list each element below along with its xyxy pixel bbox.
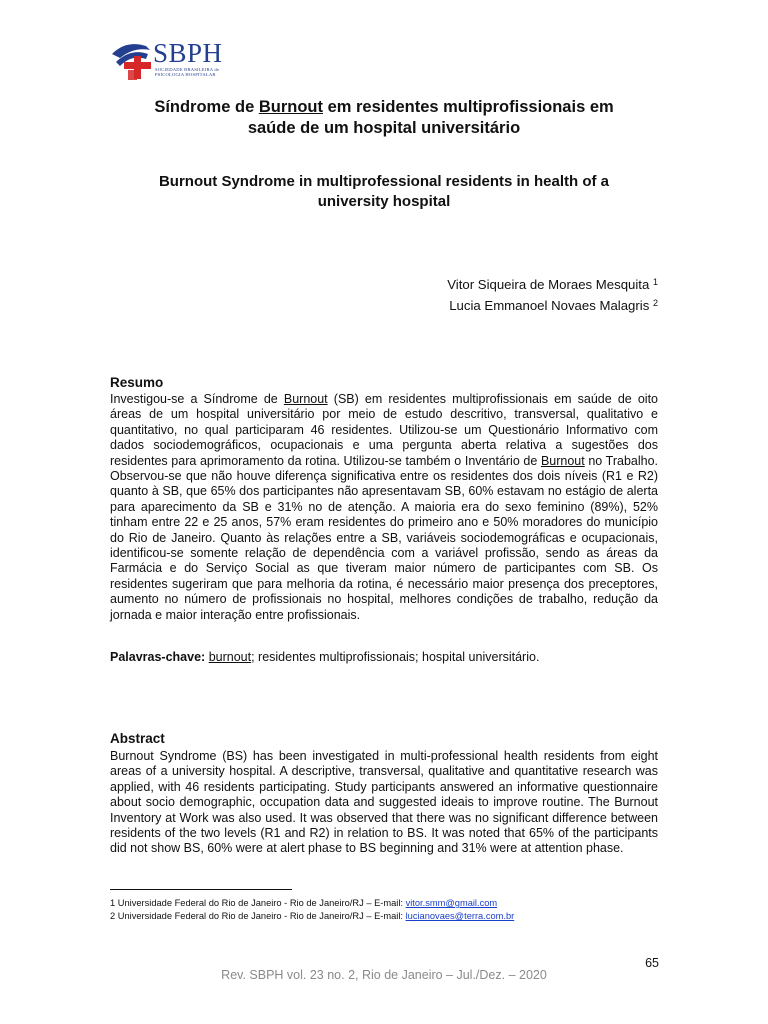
sbph-cross-icon	[110, 40, 154, 82]
resumo-body: Investigou-se a Síndrome de Burnout (SB) em residentes multiprofissionais em saúde de oito áreas de um hospital universitário por meio de estudo descritivo, transversal, qualitativo e quantitativo, no qual participaram 46 residentes. Utilizou-se um Questionário Informativo com dados sociodemográficos, ocupacionais e uma pergunta aberta relativa a sugestões dos residentes para aprimoramento da rotina. Utilizou-se também o Inventário de Burnout no Trabalho. Observou-se que não houve diferença significativa entre os residentes dos dois níveis (R1 e R2) quanto à SB, que 65% dos participantes não apresentavam SB, 60% estavam no estágio de alerta para aparecimento da SB e 31% no de atenção. A maioria era do sexo feminino (89%), 52% tinham entre 22 e 25 anos, 57% eram residentes do primeiro ano e 50% moradores do município do Rio de Janeiro. Quanto às relações entre a SB, variáveis sociodemográficas e ocupacionais, identificou-se somente relação de dependência com a variável profissão, sendo as áreas da Farmácia e do Serviço Social as que tiveram maior número de participantes com SB. Os residentes sugeriram que para melhoria da rotina, é necessário maior presença dos preceptores, aumento no número de profissionais no hospital, melhores condições de trabalho, redução da jornada e maior interação entre profissionais.	[110, 392, 658, 622]
sbph-logo	[110, 40, 240, 82]
footnote-2-email-link[interactable]: lucianovaes@terra.com.br	[405, 911, 515, 921]
author-2: Lucia Emmanoel Novaes Malagris $^2$	[449, 298, 658, 313]
abstract-body: Burnout Syndrome (BS) has been investigated in multi-professional health residents from eight areas of a university hospital. A descriptive, transversal, qualitative and quantitative research was applied, with 46 residents participating. Study participants answered an informative questionnaire about socio demographic, occupation data and suggested ideais to improve routine. The Burnout Inventory at Work was also used. It was observed that there was no significant difference between residents of the two levels (R1 and R2) in relation to BS. It was noted that 65% of the participants did not show BS, 60% were at alert phase to BS beginning and 31% were at attention phase.	[110, 749, 658, 856]
footnote-1: 1 Universidade Federal do Rio de Janeiro - Rio de Janeiro/RJ – E-mail: vitor.smm@gmail.com	[110, 898, 498, 908]
abstract-heading: Abstract	[110, 731, 165, 746]
title-english: Burnout Syndrome in multiprofessional residents in health of a university hospital	[158, 173, 610, 210]
resumo-heading: Resumo	[110, 375, 164, 390]
title-portuguese: Síndrome de Burnout em residentes multiprofissionais em saúde de um hospital universitário	[154, 98, 614, 137]
footnote-2: 2 Universidade Federal do Rio de Janeiro - Rio de Janeiro/RJ – E-mail: lucianovaes@terra.com.br	[110, 911, 515, 921]
author-list	[447, 273, 658, 315]
page-number: 65	[645, 956, 659, 970]
journal-footer: Rev. SBPH vol. 23 no. 2, Rio de Janeiro – Jul./Dez. – 2020	[221, 968, 547, 982]
footnote-1-email-link[interactable]: vitor.smm@gmail.com	[405, 898, 498, 908]
logo-subtitle: SOCIEDADE BRASILEIRA de PSICOLOGIA HOSPITALAR	[155, 67, 220, 78]
footnote-divider	[110, 889, 292, 890]
keywords-line: Palavras-chave: burnout; residentes multiprofissionais; hospital universitário.	[110, 650, 540, 664]
author-1: Vitor Siqueira de Moraes Mesquita $^1$	[447, 277, 658, 292]
logo-name: SBPH	[153, 38, 223, 68]
title-burnout-term: Burnout	[258, 98, 323, 116]
keywords-label: Palavras-chave:	[110, 650, 206, 664]
